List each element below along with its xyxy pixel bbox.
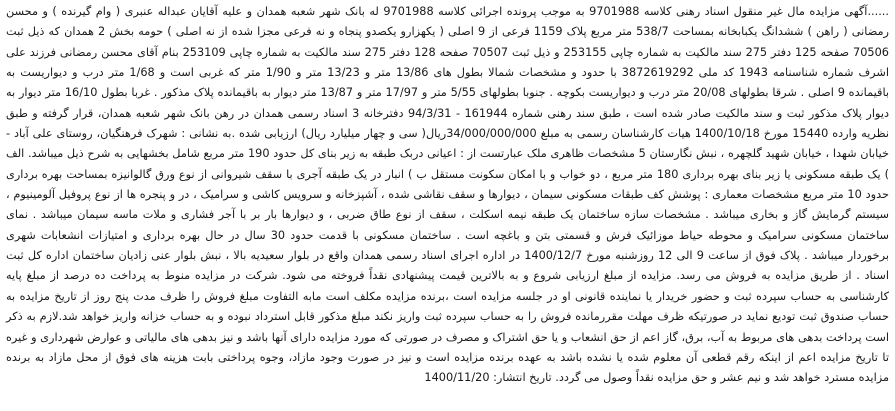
auction-notice-text: ......آگهی مزایده مال غیر منقول اسناد رهنی کلاسه 9701988 به موجب پرونده اجرائی کلاسه 9701988 له بانک شهر شعبه همدان و علیه آقایان عبداله عنبری ( وام گیرنده ) و محسن رمضانی ( راهن ) ششدانگ یکبابخانه بمساحت 538/7 متر مربع پلاک 1159 فرعی از 9 اصلی ( یکهزارو یکصدو پنجاه و نه فرعی مجزا شده از نه اصلی ) حومه بخش 2 همدان که ذیل ثبت 70506 صفحه 125 دفتر 275 سند مالکیت به شماره چاپی 253155 و ذیل ثبت 70507 صفحه 128 دفتر 275 سند مالکیت به شماره چاپی 253109 بنام آقای محسن رمضانی فرزند علی اشرف شماره شناسنامه 1943 کد ملی 3872619292 با حدود و مشخصات شمالا بطول های 13/86 متر و 13/23 متر و 1/90 متر که غربی است و 1/68 متر درب و دیواریست به باقیمانده 9 اصلی . شرقا بطولهای 20/08 متر درب و دیواریست بکوچه . جنوبا بطولهای 5/55 متر و 17/97 متر و 13/87 متر دیوار به باقیمانده پلاک مذکور . غربا بطول 16/10 متر دیوار به دیوار پلاک مذکور ثبت و سند مالکیت صادر شده است ، طبق سند رهنی شماره 161944 - 94/3/31 دفترخانه 3 اسناد رسمی همدان در رهن بانک شهر شعبه همدان، قرار گرفته و طبق نظریه وارده 15440 مورخ 1400/10/18 هیات کارشناسان رسمی به مبلغ 34/000/000/000ریال( سی و چهار میلیارد ریال) ارزیابی شده .به نشانی : شهرک فرهنگیان، روستای علی آباد - خیابان شهدا ، خیابان شهید گلچهره ، نبش نگارستان 5 مشخصات ظاهری ملک عبارتست از : اعیانی دربک طبقه به زیر بنای کل حدود 190 متر مربع شامل بخشهایی به شرح ذیل میباشد. الف ) یک طبقه مسکونی یا زیر بنای بهره برداری 180 متر مربع ، دو خواب و با امکان سکونت مستقل ب ) انبار در یک طبقه آجری با سقف شیروانی از نوع ورق گالوانیزه بمساحت بهره برداری حدود 10 متر مربع مشخصات معماری : پوشش کف طبقات مسکونی سیمان ، دیوارها و سقف نقاشی شده ، آشپزخانه و سرویس کاشی و سرامیک ، در و پنجره ها از نوع پروفیل آلومینیوم ، سیستم گرمایش گاز و بخاری میباشد . مشخصات سازه ساختمان یک طبقه نیمه اسکلت ، سقف از نوع طاق ضربی ، و دیوارها بار بر با آجر فشاری و ملات ماسه سیمان میباشد . نمای ساختمان مسکونی سرامیک و محوطه حیاط موزائیک فرش و قسمتی بتن و باغچه است . ساختمان مسکونی با قدمت حدود 30 سال در حال بهره برداری و امتیازات انشعابات شهری برخوردار میباشد . پلاک فوق از ساعت 9 الی 12 روزشنبه مورخ 1400/12/7 در اداره اجرای اسناد رسمی همدان واقع در بلوار سعیدیه بالا ، نبش بلوار عنی زادیان ساختمان اداره کل ثبت اسناد . از طریق مزایده به فروش می رسد. مزایده از مبلغ ارزیابی شروع و به بالاترین قیمت پیشنهادی نقداً فروخته می شود. شرکت در مزایده منوط به پرداخت ده درصد از مبلغ پایه کارشناسی به حساب سپرده ثبت و حضور خریدار یا نماینده قانونی او در جلسه مزایده است ،برنده مزایده مکلف است مابه التفاوت مبلغ فروش را ظرف مدت پنج روز از تاریخ مزایده به حساب صندوق ثبت تودیع نماید در صورتیکه ظرف مهلت مقررمانده فروش را به حساب سپرده ثبت واریز نکند مبلغ مذکور قابل استرداد نبوده و به حساب خزانه واریز خواهد شد.لازم به ذکر است پرداخت بدهی های مربوط به آب، برق، گاز اعم از حق انشعاب و یا حق اشتراک و مصرف در صورتی که مورد مزایده دارای آنها باشد و نیز بدهی های مالیاتی و عوارض شهرداری و غیره تا تاریخ مزایده اعم از اینکه رقم قطعی آن معلوم شده یا نشده باشد به عهده برنده مزایده است و نیز در صورت وجود مازاد، وجوه پرداختی بابت هزینه های فوق از محل مازاد به برنده مزایده مسترد خواهد شد و نیم عشر و حق مزایده نقداً وصول می گردد. تاریخ انتشار: 1400/11/20 (6, 5, 890, 385)
